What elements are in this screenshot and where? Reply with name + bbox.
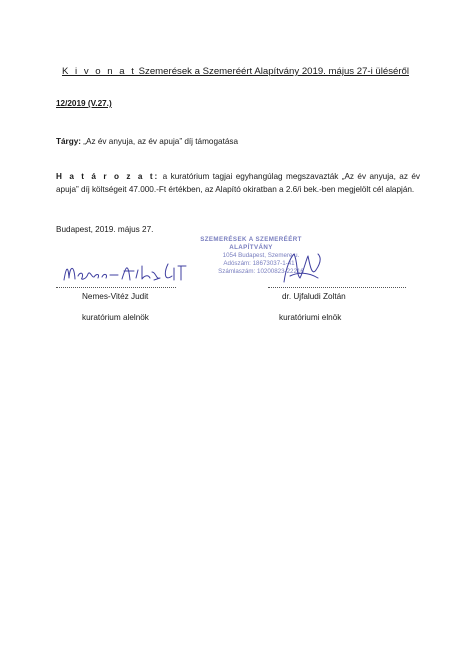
- resolution-label: H a t á r o z a t:: [56, 172, 160, 181]
- resolution-text: a kuratórium tagjai egyhangúlag megszavazták „Az év anyuja, az év apuja” díj költségeit 47.000.-Ft értékben, az Alapító okiratban a 2.6/i bek.-ben megjelölt cél alapján.: [56, 172, 420, 194]
- reference-number: 12/2019 (V.27.): [56, 99, 112, 108]
- stamp-line-5: Számlaszám: 10200823-22216: [218, 268, 304, 275]
- signatory-role-left: kuratórium alelnök: [82, 313, 149, 322]
- title-rest: Szemerések a Szemeréért Alapítvány 2019. május 27-i üléséről: [135, 66, 410, 77]
- subject-line: [56, 137, 238, 146]
- title-spaced: K i v o n a t: [61, 66, 136, 77]
- signature-line-left: [56, 287, 176, 288]
- signature-right: [278, 248, 328, 288]
- signatory-name-left: Nemes-Vitéz Judit: [82, 292, 149, 301]
- stamp-line-1: SZEMERÉSEK A SZEMERÉÉRT: [200, 236, 302, 243]
- signatory-role-right: kuratóriumi elnök: [279, 313, 342, 322]
- place-date: Budapest, 2019. május 27.: [56, 225, 154, 234]
- document-title: [0, 66, 471, 77]
- subject-text: „Az év anyuja, az év apuja” díj támogatása: [81, 137, 239, 146]
- stamp-line-4: Adószám: 18673037-1-41: [223, 260, 295, 267]
- stamp-line-3: 1054 Budapest, Szemere u.: [222, 252, 300, 259]
- signature-line-right: [268, 287, 406, 288]
- signature-left: [60, 258, 200, 288]
- stamp-line-2: ALAPÍTVÁNY: [229, 244, 273, 251]
- signatory-name-right: dr. Ujfaludi Zoltán: [282, 292, 346, 301]
- resolution-paragraph: [56, 171, 420, 196]
- subject-label: Tárgy:: [56, 137, 82, 146]
